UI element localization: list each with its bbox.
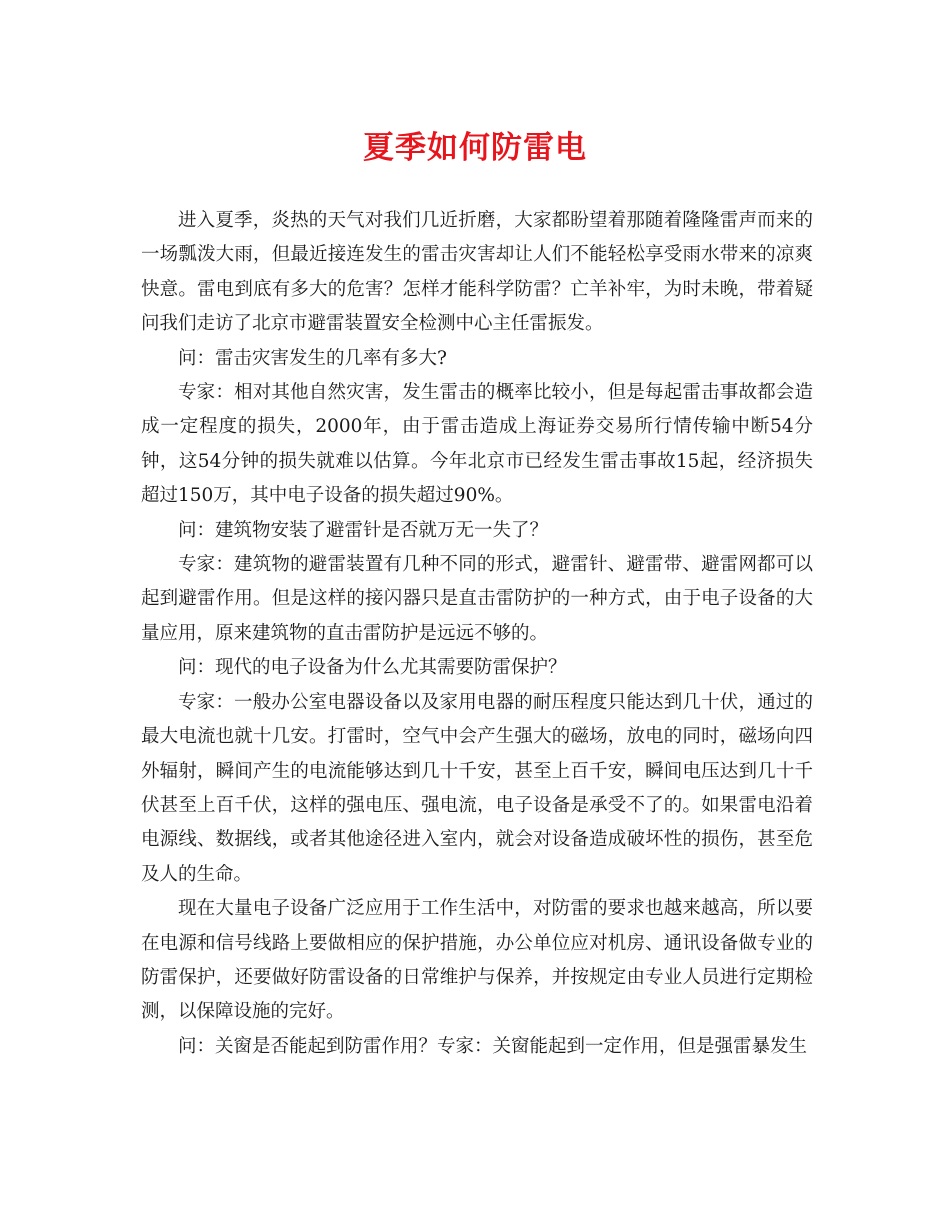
page-title: 夏季如何防雷电 — [363, 130, 587, 166]
paragraph-answer-1: 专家：相对其他自然灾害，发生雷击的概率比较小，但是每起雷击事故都会造成一定程度的损失，2000年，由于雷击造成上海证券交易所行情传输中断54分钟，这54分钟的损失就难以估算。今年北京市已经发生雷击事故15起，经济损失超过150万，其中电子设备的损失超过90%。 — [141, 382, 813, 507]
paragraph-question-2: 问：建筑物安装了避雷针是否就万无一失了？ — [178, 519, 549, 541]
article-body — [141, 204, 813, 1064]
paragraph-intro: 进入夏季，炎热的天气对我们几近折磨，大家都盼望着那随着隆隆雷声而来的一场瓢泼大雨，但最近接连发生的雷击灾害却让人们不能轻松享受雨水带来的凉爽快意。雷电到底有多大的危害？怎样才能科学防雷？亡羊补牢，为时未晚，带着疑问我们走访了北京市避雷装置安全检测中心主任雷振发。 — [141, 210, 813, 335]
paragraph-question-4: 问：关窗是否能起到防雷作用？专家：关窗能起到一定作用，但是强雷暴发生 — [178, 1035, 808, 1057]
paragraph-question-3: 问：现代的电子设备为什么尤其需要防雷保护？ — [178, 657, 567, 679]
paragraph-answer-3: 专家：一般办公室电器设备以及家用电器的耐压程度只能达到几十伏，通过的最大电流也就十几安。打雷时，空气中会产生强大的磁场，放电的同时，磁场向四外辐射，瞬间产生的电流能够达到几十千安，甚至上百千安，瞬间电压达到几十千伏甚至上百千伏，这样的强电压、强电流，电子设备是承受不了的。如果雷电沿着电源线、数据线，或者其他途径进入室内，就会对设备造成破坏性的损伤，甚至危及人的生命。 — [141, 691, 813, 885]
paragraph-answer-2: 专家：建筑物的避雷装置有几种不同的形式，避雷针、避雷带、避雷网都可以起到避雷作用。但是这样的接闪器只是直击雷防护的一种方式，由于电子设备的大量应用，原来建筑物的直击雷防护是远远不够的。 — [141, 554, 813, 644]
paragraph-question-1: 问：雷击灾害发生的几率有多大? — [178, 347, 447, 369]
paragraph-body: 现在大量电子设备广泛应用于工作生活中，对防雷的要求也越来越高，所以要在电源和信号线路上要做相应的保护措施，办公单位应对机房、通讯设备做专业的防雷保护，还要做好防雷设备的日常维护与保养，并按规定由专业人员进行定期检测，以保障设施的完好。 — [141, 898, 813, 1023]
